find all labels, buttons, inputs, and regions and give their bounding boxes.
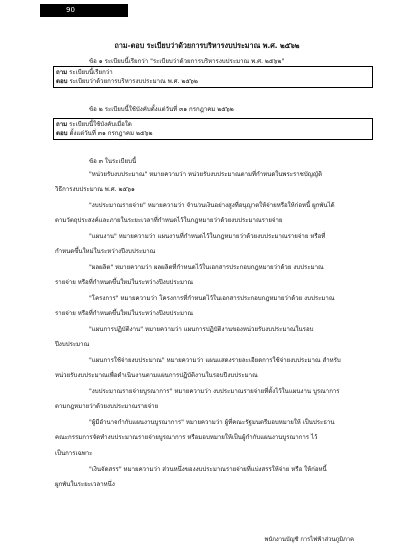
question-label: ถาม [56,121,68,128]
definition-line: "แผนงาน" หมายความว่า แผนงานที่กำหนดไว้ในกฎหมายว่าด้วยงบประมาณรายจ่าย หรือที่ [89,233,326,240]
page-number-badge: 90 [40,4,128,17]
definition-line: "แผนการปฏิบัติงาน" หมายความว่า แผนการปฏิบัติงานของหน่วยรับงบประมาณในรอบ [89,326,314,333]
qa-box-1 [53,66,373,88]
answer-text: ตั้งแต่วันที่ ๓๑ กรกฎาคม ๒๕๖๒ [69,130,153,137]
qa-box-2 [53,118,373,140]
page-footer: พนักงานบัญชี การไฟฟ้าส่วนภูมิภาค [264,537,354,543]
definition-line: "งบประมาณรายจ่าย" หมายความว่า จำนวนเงินอย่างสูงที่อนุญาตให้จ่ายหรือให้ก่อหนี้ ผูกพันได้ [89,202,335,209]
qa-answer-row [56,129,370,138]
question-label: ถาม [56,69,68,76]
answer-label: ตอบ [56,130,68,137]
definition-line: วิธีการงบประมาณ พ.ศ. ๒๕๖๑ [55,186,135,193]
definition-line: เป็นการเฉพาะ [55,450,93,457]
question-text: ระเบียบนี้เรียกว่า [69,69,113,76]
answer-label: ตอบ [56,78,68,85]
definition-line: ผูกพันในระยะเวลาหนึ่ง [55,481,115,488]
definition-line: "ผลผลิต" หมายความว่า ผลผลิตที่กำหนดไว้ในเอกสารประกอบกฎหมายว่าด้วย งบประมาณ [89,264,324,271]
definition-line: "หน่วยรับงบประมาณ" หมายความว่า หน่วยรับงบประมาณตามที่กำหนดในพระราชบัญญัติ [89,171,323,178]
answer-text: ระเบียบว่าด้วยการบริหารงบประมาณ พ.ศ. ๒๕๖๒ [69,78,198,85]
definition-line: หน่วยรับงบประมาณเพื่อดำเนินงานตามแผนการปฏิบัติงานในรอบปีงบประมาณ [55,372,258,379]
definition-line: รายจ่าย หรือที่กำหนดขึ้นใหม่ในระหว่างปีงบประมาณ [55,310,194,317]
definition-line: ตามกฎหมายว่าด้วยงบประมาณรายจ่าย [55,403,159,410]
question-text: ระเบียบนี้ใช้บังคับเมื่อใด [69,121,132,128]
definition-line: ปีงบประมาณ [55,341,90,348]
qa-question-row [56,68,370,77]
definition-line: กำหนดขึ้นใหม่ในระหว่างปีงบประมาณ [55,248,156,255]
qa-answer-row [56,77,370,86]
clause-1: ข้อ ๑ ระเบียบนี้เรียกว่า "ระเบียบว่าด้วยการบริหารงบประมาณ พ.ศ. ๒๕๖๒" [89,58,285,65]
definition-line: ตามวัตถุประสงค์และภายในระยะเวลาที่กำหนดไว้ในกฎหมายว่าด้วยงบประมาณรายจ่าย [55,217,283,224]
definition-line: "เงินจัดสรร" หมายความว่า ส่วนหนึ่งของงบประมาณรายจ่ายที่แบ่งสรรให้จ่าย หรือ ให้ก่อหนี้ [89,466,327,473]
definition-line: "งบประมาณรายจ่ายบูรณาการ" หมายความว่า งบประมาณรายจ่ายที่ตั้งไว้ในแผนงาน บูรณาการ [89,388,340,395]
clause-3: ข้อ ๓ ในระเบียบนี้ [89,158,137,165]
definition-line: "แผนการใช้จ่ายงบประมาณ" หมายความว่า แผนแสดงรายละเอียดการใช้จ่ายงบประมาณ สำหรับ [89,357,341,364]
clause-2: ข้อ ๒ ระเบียบนี้ใช้บังคับตั้งแต่วันที่ ๓๑ กรกฎาคม ๒๕๖๒ [89,106,234,113]
definition-line: "ผู้มีอำนาจกำกับแผนงานบูรณาการ" หมายความว่า ผู้ที่คณะรัฐมนตรีมอบหมายให้ เป็นประธาน [89,419,335,426]
definition-line: คณะกรรมการจัดทำงบประมาณรายจ่ายบูรณาการ หรือมอบหมายให้เป็นผู้กำกับแผนงานบูรณาการ ไว้ [55,434,318,441]
definition-line: รายจ่าย หรือที่กำหนดขึ้นใหม่ในระหว่างปีงบประมาณ [55,279,194,286]
document-title: ถาม-ตอบ ระเบียบว่าด้วยการบริหารงบประมาณ พ.ศ. ๒๕๖๒ [114,41,300,50]
definition-line: "โครงการ" หมายความว่า โครงการที่กำหนดไว้ในเอกสารประกอบกฎหมายว่าด้วย งบประมาณ [89,295,335,302]
qa-question-row [56,120,370,129]
